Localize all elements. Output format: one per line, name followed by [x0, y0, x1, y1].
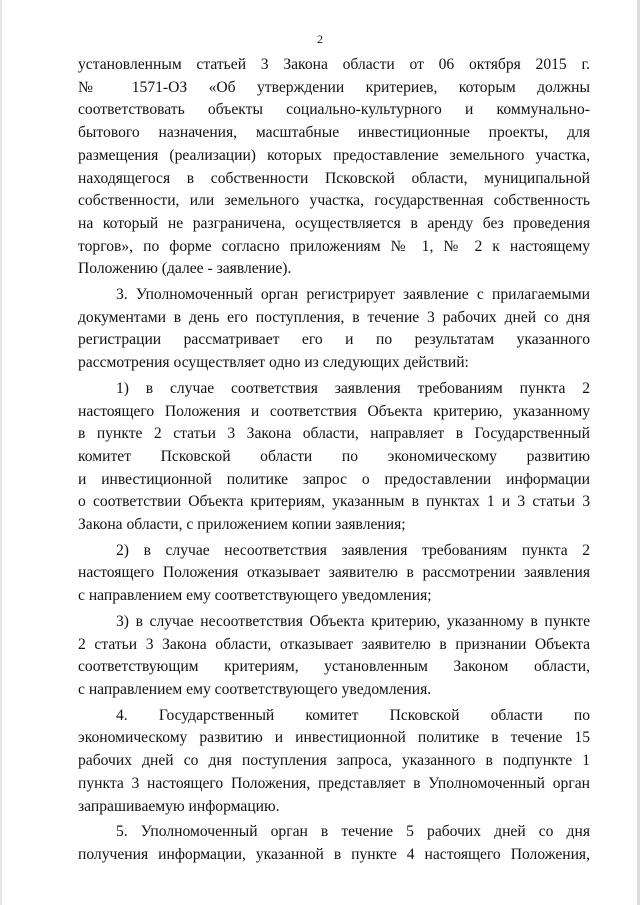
paragraph-form-reference: [78, 54, 590, 281]
text-line: 5. Уполномоченный орган в течение 5 рабочих дней со дня: [116, 823, 590, 841]
document-body: [78, 54, 590, 870]
text-line: на который не разграничена, осуществляется в аренду без проведения: [78, 214, 590, 232]
text-line: Положению (далее - заявление).: [78, 260, 292, 278]
text-line: Закона области, с приложением копии заявления;: [78, 516, 406, 534]
text-line: документами в день его поступления, в течение 3 рабочих дней со дня: [78, 308, 590, 326]
text-line: 3. Уполномоченный орган регистрирует заявление с прилагаемыми: [116, 286, 590, 304]
text-line: комитет Псковской области по экономическому развитию: [78, 447, 590, 465]
text-line: соответствующим критериям, установленным Законом области,: [78, 658, 590, 676]
text-line: размещения (реализации) которых предоставление земельного участка,: [78, 146, 590, 164]
text-line: рабочих дней со дня поступления запроса, указанного в подпункте 1: [78, 752, 590, 770]
text-line: с направлением ему соответствующего уведомления;: [78, 587, 432, 605]
text-line: и инвестиционной политике запрос о предоставлении информации: [78, 470, 590, 488]
text-line: бытового назначения, масштабные инвестиционные проекты, для: [78, 124, 590, 142]
text-line: соответствовать объекты социально-культурного и коммунально-: [78, 101, 590, 119]
text-line: запрашиваемую информацию.: [78, 797, 280, 815]
text-line: 1) в случае соответствия заявления требованиям пункта 2: [116, 379, 590, 397]
text-line: настоящего Положения отказывает заявителю в рассмотрении заявления: [78, 564, 590, 582]
text-line: 2) в случае несоответствия заявления требованиям пункта 2: [116, 541, 590, 559]
paragraph-subitem-3: [78, 611, 590, 702]
text-line: регистрации рассматривает его и по результатам указанного: [78, 331, 590, 349]
text-line: с направлением ему соответствующего уведомления.: [78, 680, 432, 698]
text-line: 4. Государственный комитет Псковской области по: [116, 706, 590, 724]
text-line: 2 статьи 3 Закона области, отказывает заявителю в признании Объекта: [78, 635, 590, 653]
text-line: собственности, или земельного участка, государственная собственность: [78, 192, 590, 210]
text-line: пункта 3 настоящего Положения, представляет в Уполномоченный орган: [78, 774, 590, 792]
text-line: № 1571-ОЗ «Об утверждении критериев, которым должны: [78, 78, 590, 96]
text-line: в пункте 2 статьи 3 Закона области, направляет в Государственный: [78, 425, 590, 443]
text-line: о соответствии Объекта критериям, указанным в пунктах 1 и 3 статьи 3: [78, 493, 590, 511]
text-line: установленным статьей 3 Закона области от 06 октября 2015 г.: [78, 56, 590, 73]
paragraph-item-3: [78, 284, 590, 375]
paragraph-item-5: [78, 821, 590, 866]
text-line: находящегося в собственности Псковской области, муниципальной: [78, 169, 590, 187]
text-line: торгов», по форме согласно приложениям № 1, № 2 к настоящему: [78, 237, 590, 255]
scan-edge-left: [0, 0, 2, 905]
paragraph-item-4: [78, 705, 590, 819]
page-number: 2: [317, 32, 323, 46]
paragraph-subitem-1: [78, 378, 590, 537]
text-line: получения информации, указанной в пункте 4 настоящего Положения,: [78, 845, 590, 863]
text-line: рассмотрения осуществляет одно из следующих действий:: [78, 354, 469, 372]
text-line: настоящего Положения и соответствия Объекта критерию, указанному: [78, 402, 590, 420]
paragraph-subitem-2: [78, 540, 590, 608]
text-line: 3) в случае несоответствия Объекта критерию, указанному в пункте: [116, 612, 590, 630]
text-line: экономическому развитию и инвестиционной политике в течение 15: [78, 729, 590, 747]
